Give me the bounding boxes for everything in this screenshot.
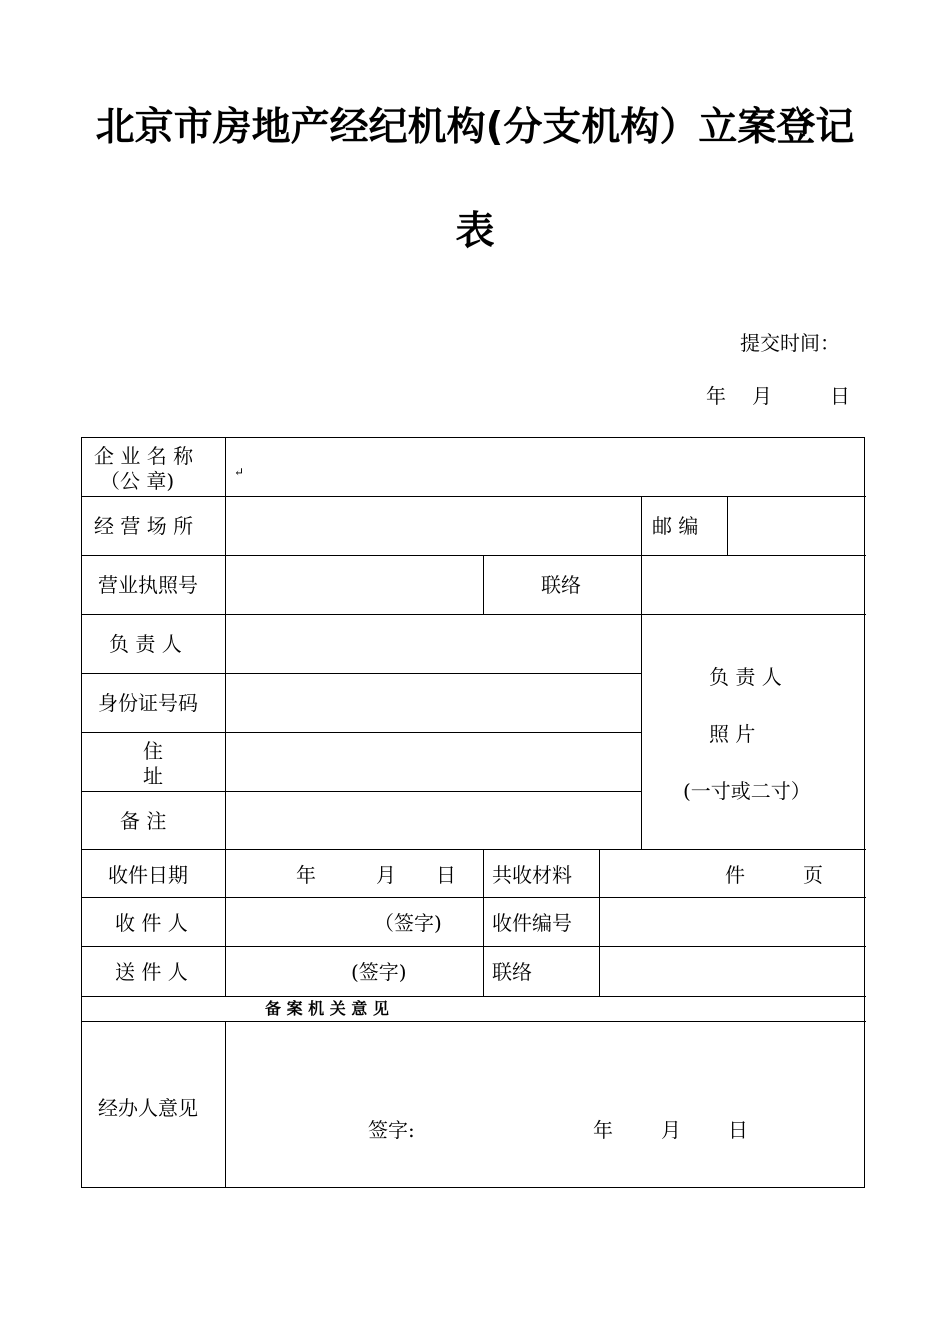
company-name-label: 企 业 名 称 xyxy=(94,444,194,468)
receive-date-year: 年 xyxy=(296,863,316,887)
table-rule xyxy=(599,849,600,996)
document-title-line1: 北京市房地产经纪机构(分支机构）立案登记 xyxy=(95,105,855,150)
table-rule xyxy=(82,673,642,674)
registration-form-table xyxy=(81,437,865,1188)
table-rule xyxy=(483,849,484,996)
contact-label: 联络 xyxy=(541,573,581,597)
table-rule xyxy=(82,946,866,947)
handler-sign-label: 签字: xyxy=(368,1118,415,1142)
sender-label: 送 件 人 xyxy=(115,960,188,984)
photo-label-line3: (一寸或二寸） xyxy=(683,779,811,803)
receive-date-month: 月 xyxy=(376,863,396,887)
photo-label-line2: 照 片 xyxy=(709,722,756,746)
remarks-label: 备 注 xyxy=(120,809,167,833)
table-rule xyxy=(641,496,642,849)
sender-contact-label: 联络 xyxy=(492,960,532,984)
business-place-label: 经 营 场 所 xyxy=(94,514,194,538)
table-rule xyxy=(82,791,642,792)
materials-label: 共收材料 xyxy=(492,863,572,887)
table-rule xyxy=(82,614,866,615)
table-rule xyxy=(82,732,642,733)
submit-date-day: 日 xyxy=(830,384,850,408)
photo-label-line1: 负 责 人 xyxy=(709,665,782,689)
receive-date-day: 日 xyxy=(436,863,456,887)
materials-pieces: 件 xyxy=(725,863,745,887)
submit-date-year: 年 xyxy=(706,384,726,408)
table-rule xyxy=(727,496,728,555)
document-title-line2: 表 xyxy=(455,209,495,254)
table-rule xyxy=(82,996,866,997)
receiver-label: 收 件 人 xyxy=(115,911,188,935)
table-rule xyxy=(82,1021,866,1022)
opinion-header: 备 案 机 关 意 见 xyxy=(265,999,389,1018)
company-seal-label: （公 章) xyxy=(100,469,175,493)
receiver-sign: （签字) xyxy=(374,911,442,935)
materials-pages: 页 xyxy=(803,863,823,887)
handler-sign-month: 月 xyxy=(661,1118,681,1142)
sender-sign: (签字) xyxy=(351,960,407,984)
table-rule xyxy=(483,555,484,614)
postcode-label: 邮 编 xyxy=(652,514,699,538)
table-rule xyxy=(225,1021,226,1187)
principal-label: 负 责 人 xyxy=(109,632,182,656)
table-rule xyxy=(82,849,866,850)
submit-date-month: 月 xyxy=(752,384,772,408)
receive-date-label: 收件日期 xyxy=(108,863,188,887)
table-rule xyxy=(225,438,226,996)
address-label-line2: 址 xyxy=(143,764,163,788)
handler-sign-year: 年 xyxy=(593,1118,613,1142)
table-rule xyxy=(82,496,866,497)
id-number-label: 身份证号码 xyxy=(98,691,198,715)
receipt-number-label: 收件编号 xyxy=(492,911,572,935)
table-rule xyxy=(82,555,866,556)
handler-opinion-label: 经办人意见 xyxy=(98,1096,198,1120)
handler-sign-day: 日 xyxy=(728,1118,748,1142)
submit-time-label: 提交时间： xyxy=(740,331,840,355)
return-mark: ↵ xyxy=(234,465,245,479)
table-rule xyxy=(82,897,866,898)
license-number-label: 营业执照号 xyxy=(98,573,198,597)
address-label-line1: 住 xyxy=(143,739,163,763)
